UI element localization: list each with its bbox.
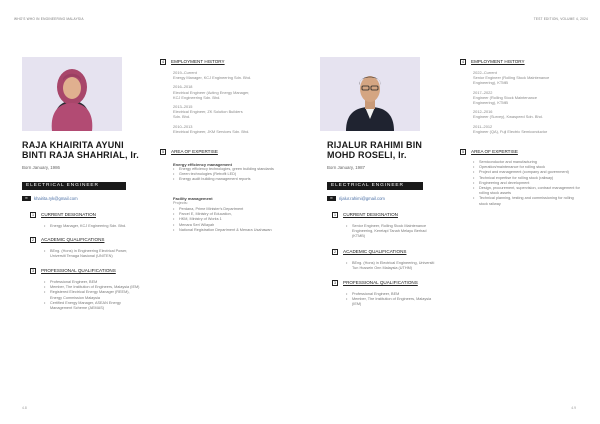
expertise-sub: Projects: bbox=[173, 201, 188, 206]
running-head: TEST EDITION, VOLUME 4, 2024 bbox=[533, 17, 588, 21]
list-item: • Green technologies (Retrofit LED) bbox=[173, 172, 281, 177]
list-item: • Member, The Institution of Engineers, Malaysia (IEM) bbox=[44, 285, 140, 290]
name-line-2: MOHD ROSELI, Ir. bbox=[327, 150, 407, 160]
expertise-block-2 bbox=[173, 194, 283, 206]
employment-years: 2019–Current bbox=[173, 70, 197, 75]
section-employment bbox=[160, 59, 225, 65]
name-line-2: BINTI RAJA SHAHRIAL, Ir. bbox=[22, 150, 139, 160]
portrait-image bbox=[22, 57, 122, 131]
section-title: CURRENT DESIGNATION bbox=[343, 212, 398, 218]
employment-role: Engineering), KTMB bbox=[473, 100, 509, 106]
section-professional bbox=[30, 268, 116, 274]
section-title: AREA OF EXPERTISE bbox=[471, 149, 518, 155]
employment-role: Electrical Engineer, JKM Services Sdn. Bhd. bbox=[173, 128, 250, 134]
employment-years: 2010–2013 bbox=[173, 123, 193, 129]
professional-list bbox=[44, 280, 140, 311]
page-number: 4.9 bbox=[571, 406, 576, 410]
expertise-list-2 bbox=[173, 207, 281, 233]
list-item: • Perdana, Prime Minister's Department bbox=[173, 207, 281, 212]
section-expertise bbox=[160, 149, 218, 155]
right-page bbox=[300, 0, 600, 424]
person-name bbox=[22, 140, 139, 160]
academic-list bbox=[44, 249, 136, 259]
expertise-list bbox=[473, 160, 581, 207]
list-item: • BEng. (Hons) in Electrical Engineering, Universiti Tun Hussein Onn Malaysia (UTHM) bbox=[346, 261, 438, 271]
section-academic bbox=[30, 237, 104, 243]
employment-entry bbox=[473, 124, 549, 134]
employment-years: 2016–2018 bbox=[173, 84, 193, 90]
name-line-1: RAJA KHAIRITA AYUNI bbox=[22, 140, 124, 150]
list-item: • Operation/maintenance for rolling stock bbox=[473, 165, 581, 170]
employment-entry bbox=[473, 109, 549, 119]
birth-date: Born January, 1986 bbox=[22, 165, 60, 170]
profile-photo bbox=[22, 57, 122, 131]
list-item: • Senior Engineer, Rolling Stock Maintenance Engineering, Keretapi Tanah Melayu Berhad (KTMB) bbox=[346, 224, 438, 240]
section-number: 1 bbox=[32, 213, 34, 217]
portrait-image bbox=[320, 57, 420, 131]
name-line-1: RIJALUR RAHIMI BIN bbox=[327, 140, 423, 150]
email-row bbox=[22, 196, 78, 201]
list-item: • Energy Manager, KCJ Engineering Sdn. Bhd. bbox=[44, 224, 144, 229]
list-item: • Menara Seri Wilayah bbox=[173, 223, 281, 228]
current-designation-list bbox=[44, 224, 144, 229]
section-number: 2 bbox=[32, 238, 34, 242]
birth-date: Born January, 1987 bbox=[327, 165, 365, 170]
section-academic bbox=[332, 249, 406, 255]
list-item: • Engineering and development bbox=[473, 181, 581, 186]
email-address[interactable]: khairita.ryk@gmail.com bbox=[34, 196, 78, 201]
employment-years: 2013–2015 bbox=[173, 104, 193, 110]
section-title: ACADEMIC QUALIFICATIONS bbox=[41, 237, 105, 243]
section-number: 4 bbox=[462, 60, 464, 64]
employment-entry bbox=[473, 70, 549, 86]
section-title: CURRENT DESIGNATION bbox=[41, 212, 96, 218]
section-title: EMPLOYMENT HISTORY bbox=[171, 59, 225, 65]
employment-role: Engineer (Survey), Kwaspeed Sdn. Bhd. bbox=[473, 114, 543, 120]
email-icon: ✉ bbox=[327, 196, 336, 201]
email-address[interactable]: rijalur.rahimi@gmail.com bbox=[339, 196, 385, 201]
section-title: EMPLOYMENT HISTORY bbox=[471, 59, 525, 65]
list-item: • Semiconductor and manufacturing bbox=[473, 160, 581, 165]
list-item: • Design, procurement, supervision, contract management for rolling stock assets bbox=[473, 186, 581, 196]
section-title: PROFESSIONAL QUALIFICATIONS bbox=[343, 280, 418, 286]
employment-role: KCJ Engineering Sdn. Bhd. bbox=[173, 94, 221, 100]
list-item: • Professional Engineer, BEM bbox=[346, 292, 438, 297]
list-item: • Technical planning, testing and commissioning for rolling stock railway bbox=[473, 196, 581, 206]
employment-role: Senior Engineer (Rolling Stock Maintenance bbox=[473, 75, 550, 81]
person-name bbox=[327, 140, 422, 160]
employment-entry bbox=[173, 124, 251, 134]
list-item: • Professional Engineer, BEM bbox=[44, 280, 140, 285]
section-employment bbox=[460, 59, 525, 65]
employment-role: Energy Manager, KCJ Engineering Sdn. Bhd. bbox=[173, 75, 252, 81]
section-title: PROFESSIONAL QUALIFICATIONS bbox=[41, 268, 116, 274]
list-item: • Technical expertise for rolling stock (railway) bbox=[473, 176, 581, 181]
section-number: 2 bbox=[334, 250, 336, 254]
employment-role: Electrical Engineer (Acting Energy Manager, bbox=[173, 89, 250, 95]
section-title: AREA OF EXPERTISE bbox=[171, 149, 218, 155]
section-title: ACADEMIC QUALIFICATIONS bbox=[343, 249, 407, 255]
academic-list bbox=[346, 261, 438, 271]
list-item: • Certified Energy Manager, ASEAN Energy Management Scheme (AEMAS) bbox=[44, 301, 140, 311]
employment-role: Electrical Engineer, ZK Solution Builders bbox=[173, 109, 243, 115]
running-head: WHO'S WHO IN ENGINEERING MALAYSIA bbox=[14, 17, 84, 21]
list-item: • Parcel E, Ministry of Education, bbox=[173, 212, 281, 217]
section-number: 3 bbox=[32, 269, 34, 273]
section-number: 4 bbox=[162, 60, 164, 64]
employment-entry bbox=[173, 84, 251, 100]
list-item: • Registered Electrical Energy Manager (REEM), Energy Commission Malaysia bbox=[44, 290, 140, 300]
list-item: • Member, The Institution of Engineers, Malaysia (IEM) bbox=[346, 297, 438, 307]
section-expertise bbox=[460, 149, 518, 155]
employment-years: 2012–2016 bbox=[473, 109, 493, 115]
section-number: 3 bbox=[334, 281, 336, 285]
list-item: • Energy efficiency technologies, green building standards bbox=[173, 167, 281, 172]
list-item: • HKM, Ministry of Works 1 bbox=[173, 217, 281, 222]
employment-list bbox=[173, 70, 251, 138]
expertise-group-title: Facility management bbox=[173, 196, 213, 201]
page-number: 4.8 bbox=[22, 406, 27, 410]
section-current-designation bbox=[332, 212, 398, 218]
list-item: • Energy audit building management reports bbox=[173, 177, 281, 182]
list-item: • BEng. (Hons) in Engineering Electrical Power, Universiti Tenaga Nasional (UNITEN) bbox=[44, 249, 136, 259]
profile-photo bbox=[320, 57, 420, 131]
section-number: 5 bbox=[462, 150, 464, 154]
employment-list bbox=[473, 70, 549, 138]
employment-role: Engineer (Rolling Stock Maintenance bbox=[473, 94, 538, 100]
employment-role: Engineering), KTMB bbox=[473, 80, 509, 86]
current-designation-list bbox=[346, 224, 438, 240]
employment-entry bbox=[173, 104, 251, 120]
expertise-group-title: Energy efficiency management bbox=[173, 162, 232, 167]
section-number: 5 bbox=[162, 150, 164, 154]
employment-entry bbox=[173, 70, 251, 80]
employment-years: 2017–2022 bbox=[473, 89, 493, 95]
section-number: 1 bbox=[334, 213, 336, 217]
list-item: • National Registration Department & Menara Usahawan bbox=[173, 228, 281, 233]
role-banner: ELECTRICAL ENGINEER bbox=[22, 182, 126, 190]
email-row bbox=[327, 196, 385, 201]
section-current-designation bbox=[30, 212, 96, 218]
employment-years: 2011–2012 bbox=[473, 123, 493, 129]
expertise-list-1 bbox=[173, 167, 281, 183]
section-professional bbox=[332, 280, 418, 286]
email-icon: ✉ bbox=[22, 196, 31, 201]
employment-entry bbox=[473, 90, 549, 106]
list-item: • Project and management (company and government) bbox=[473, 170, 581, 175]
employment-role: Engineer (QA), Fuji Electric Semiconductor bbox=[473, 128, 548, 134]
role-banner: ELECTRICAL ENGINEER bbox=[327, 182, 423, 190]
professional-list bbox=[346, 292, 438, 308]
employment-role: Sdn. Bhd. bbox=[173, 114, 191, 120]
employment-years: 2022–Current bbox=[473, 70, 497, 75]
